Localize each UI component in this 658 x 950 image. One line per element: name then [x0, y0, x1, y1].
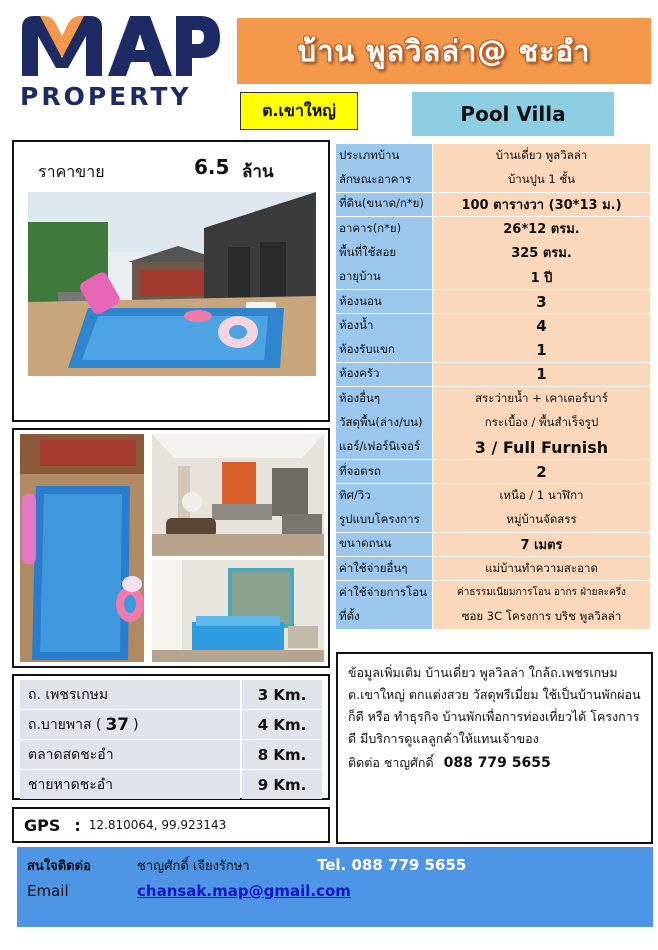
spec-row-bathrooms	[336, 314, 650, 338]
spec-label: ห้องนอน	[336, 290, 432, 314]
map-property-logo	[18, 10, 223, 110]
spec-label: ค่าใช้จ่ายการโอน	[336, 581, 432, 605]
spec-row-building-style	[336, 168, 650, 192]
gps-coordinates[interactable]: 12.810064, 99.923143	[88, 818, 227, 832]
spec-value: 100 ตารางวา (30*13 ม.)	[433, 193, 650, 217]
info-contact-phone[interactable]: 088 779 5655	[443, 755, 551, 771]
price-label: ราคาขาย	[38, 162, 105, 181]
spec-label: รูปแบบโครงการ	[336, 508, 432, 532]
spec-label: ที่ดิน(ขนาด/ก*ย)	[336, 193, 432, 217]
distance-row	[20, 770, 322, 799]
spec-label: อายุบ้าน	[336, 265, 432, 289]
spec-value: บ้านปูน 1 ชั้น	[433, 168, 650, 192]
info-contact	[348, 752, 641, 774]
spec-row-age	[336, 265, 650, 289]
bypass-number: 37	[105, 714, 130, 735]
spec-label: ที่ตั้ง	[336, 605, 432, 629]
spec-row-project-type	[336, 508, 650, 532]
logo-subtitle: PROPERTY	[20, 82, 192, 111]
spec-value: ซอย 3C โครงการ บริช พูลวิลล่า	[433, 605, 650, 629]
spec-row-location	[336, 605, 650, 629]
distance-row	[20, 710, 322, 739]
spec-label: แอร์/เฟอร์นิเจอร์	[336, 435, 432, 459]
spec-row-other-costs	[336, 557, 650, 581]
spec-row-land	[336, 193, 650, 217]
distance-row	[20, 680, 322, 709]
spec-label: ลักษณะอาคาร	[336, 168, 432, 192]
price-value: 6.5	[194, 155, 230, 179]
spec-label: ห้องครัว	[336, 363, 432, 387]
spec-value: 7 เมตร	[433, 533, 650, 557]
category-badge: Pool Villa	[412, 92, 614, 136]
spec-value: เหนือ / 1 นาฬิกา	[433, 484, 650, 508]
spec-label: พื้นที่ใช้สอย	[336, 241, 432, 265]
spec-label: ห้องรับแขก	[336, 338, 432, 362]
price-unit: ล้าน	[242, 162, 274, 182]
distance-place: ตลาดสดชะอำ	[20, 740, 240, 769]
distance-row	[20, 740, 322, 769]
spec-label: ทิศ/วิว	[336, 484, 432, 508]
map-logo-mark	[18, 10, 223, 80]
spec-value: แม่บ้านทำความสะอาด	[433, 557, 650, 581]
footer-email-label: Email	[27, 882, 69, 900]
distance-panel	[12, 674, 330, 800]
spec-row-parking	[336, 460, 650, 484]
spec-value: หมู่บ้านจัดสรร	[433, 508, 650, 532]
spec-label: ขนาดถนน	[336, 533, 432, 557]
info-contact-label: ติดต่อ ชาญศักดิ์	[348, 755, 434, 770]
distance-place	[20, 710, 240, 739]
spec-row-usable-area	[336, 241, 650, 265]
distance-place-paren-close: )	[133, 716, 139, 733]
spec-value: บ้านเดี่ยว พูลวิลล่า	[433, 144, 650, 168]
price-panel	[12, 140, 330, 422]
district-badge: ต.เขาใหญ่	[240, 92, 358, 130]
spec-value: 3	[433, 290, 650, 314]
spec-row-road-width	[336, 533, 650, 557]
spec-label: ค่าใช้จ่ายอื่นๆ	[336, 557, 432, 581]
footer-contact-label: สนใจติดต่อ	[27, 858, 91, 874]
distance-value: 9 Km.	[242, 770, 322, 799]
title-banner	[237, 18, 651, 84]
spec-row-type	[336, 144, 650, 168]
spec-value: 325 ตรม.	[433, 241, 650, 265]
spec-value: 3 / Full Furnish	[433, 435, 650, 459]
spec-row-other-rooms	[336, 387, 650, 411]
distance-place-text: ถ.บายพาส (	[28, 716, 102, 733]
spec-value: 2	[433, 460, 650, 484]
footer-contact-row	[27, 852, 643, 878]
footer-email-row	[27, 878, 643, 904]
spec-value: 26*12 ตรม.	[433, 217, 650, 241]
spec-row-building-size	[336, 217, 650, 241]
contact-footer	[17, 847, 653, 927]
spec-value: ค่าธรรมเนียมการโอน อากร ฝ่ายละครึ่ง	[433, 581, 650, 605]
gps-label: GPS	[24, 815, 61, 835]
spec-value: กระเบื้อง / พื้นสำเร็จรูป	[433, 411, 650, 435]
spec-label: ประเภทบ้าน	[336, 144, 432, 168]
gps-box	[12, 807, 330, 843]
spec-label: ห้องอื่นๆ	[336, 387, 432, 411]
footer-phone[interactable]: Tel. 088 779 5655	[317, 856, 467, 874]
spec-value: สระว่ายน้ำ + เคาเตอร์บาร์	[433, 387, 650, 411]
spec-label: อาคาร(ก*ย)	[336, 217, 432, 241]
spec-value: 1	[433, 363, 650, 387]
bedroom-photo	[152, 560, 324, 662]
spec-label: วัสดุพื้น(ล่าง/บน)	[336, 411, 432, 435]
spec-row-floor-material	[336, 411, 650, 435]
pool-side-photo	[20, 434, 144, 662]
spec-label: ห้องน้ำ	[336, 314, 432, 338]
spec-value: 4	[433, 314, 650, 338]
additional-info-text: ข้อมูลเพิ่มเติม บ้านเดี่ยว พูลวิลล่า ใกล้ถ.เพชรเกษม ต.เขาใหญ่ ตกแต่งสวย วัสดุพรีเมี่ยม ใช้เป็นบ้านพักผ่อนก็ดี หรือ ทำธุรกิจ บ้านพักเพื่อการท่องเที่ยวได้ โครงการดี มีบริการดูแลลูกค้าให้แทนเจ้าของ	[348, 665, 641, 746]
footer-contact-name: ชาญศักดิ์ เจียงรักษา	[137, 858, 250, 874]
spec-row-bedrooms	[336, 290, 650, 314]
distance-value: 8 Km.	[242, 740, 322, 769]
living-room-photo	[152, 434, 324, 556]
spec-row-direction	[336, 484, 650, 508]
spec-row-aircon-furniture	[336, 435, 650, 459]
spec-value: 1	[433, 338, 650, 362]
listing-title: บ้าน พูลวิลล่า@ ชะอำ	[297, 34, 591, 68]
spec-row-transfer-costs	[336, 581, 650, 605]
additional-info-box	[336, 652, 653, 844]
spec-row-living-rooms	[336, 338, 650, 362]
distance-value: 4 Km.	[242, 710, 322, 739]
spec-row-kitchens	[336, 363, 650, 387]
property-spec-table	[336, 144, 650, 630]
distance-value: 3 Km.	[242, 680, 322, 709]
spec-label: ที่จอดรถ	[336, 460, 432, 484]
distance-place: ถ. เพชรเกษม	[20, 680, 240, 709]
footer-email-link[interactable]: chansak.map@gmail.com	[137, 882, 351, 900]
gps-colon: :	[74, 815, 81, 835]
photo-gallery	[12, 428, 330, 668]
distance-place: ชายหาดชะอำ	[20, 770, 240, 799]
main-pool-photo	[28, 192, 316, 376]
spec-value: 1 ปี	[433, 265, 650, 289]
